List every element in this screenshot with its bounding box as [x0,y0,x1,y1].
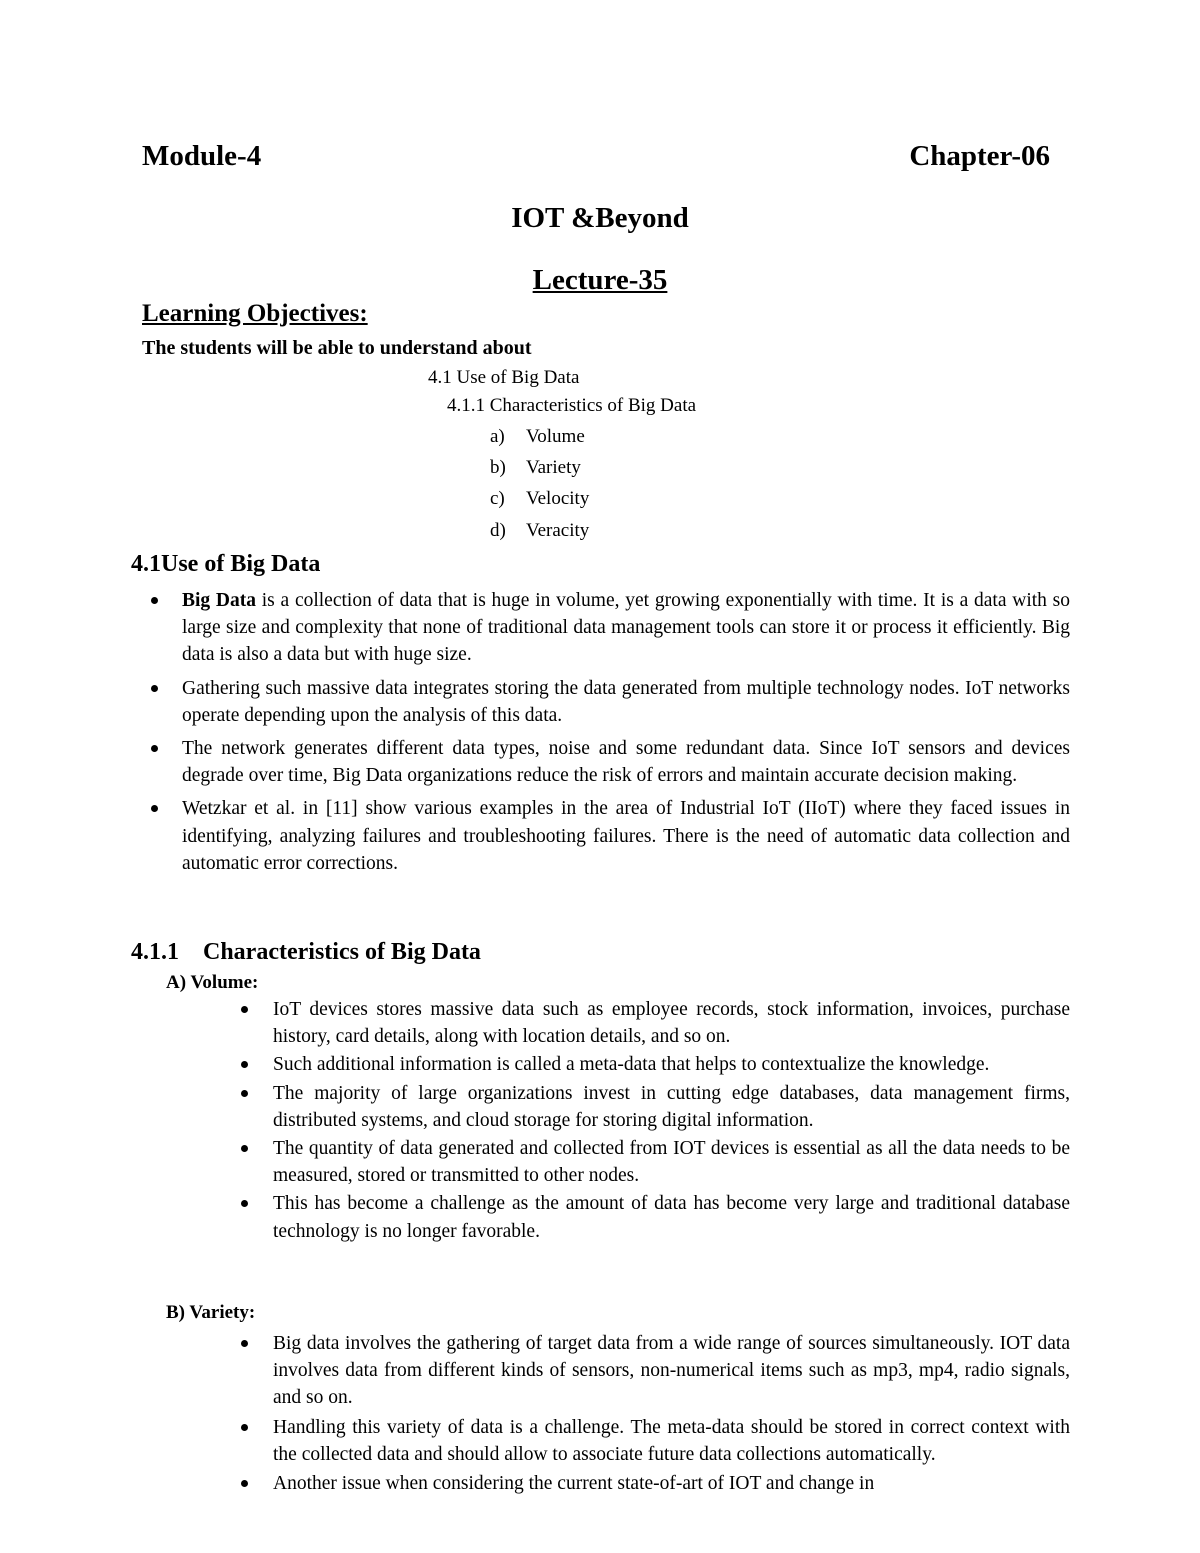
learning-objectives-heading: Learning Objectives: [142,300,368,327]
variety-list [273,1330,1070,1499]
bullet-icon [241,1145,248,1152]
bullet-icon [151,805,158,812]
bullet-icon [241,1424,248,1431]
list-item [273,1470,1070,1497]
list-item-text: The quantity of data generated and collected from IOT devices is essential as all the data needs to be measured, stored or transmitted to other nodes. [273,1138,1070,1187]
lecture-title: Lecture-35 [532,264,668,296]
objective-item [490,426,585,448]
list-item-text: is a collection of data that is huge in volume, yet growing exponentially with time. It is a data with so large size and complexity that none of traditional data management tools can store it or process it efficiently. Big data is also a data but with huge size. [182,590,1071,666]
list-item-text: The network generates different data types, noise and some redundant data. Since IoT sensors and devices degrade over time, Big Data organizations reduce the risk of errors and maintain accurate decision making. [182,738,1070,787]
bullet-icon [241,1340,248,1347]
variety-heading: B) Variety: [166,1302,256,1323]
module-label: Module-4 [142,140,262,172]
section-number: 4.1.1 [131,939,179,965]
list-item-text: Such additional information is called a meta-data that helps to contextualize the knowledge. [273,1054,990,1076]
list-item-text: Wetzkar et al. in [11] show various examples in the area of Industrial IoT (IIoT) where they faced issues in identifying, analyzing failures and troubleshooting failures. There is the need of automatic data collection and automatic error corrections. [182,798,1070,874]
list-item-text: The majority of large organizations invest in cutting edge databases, data management firms, distributed systems, and cloud storage for storing digital information. [273,1082,1070,1131]
volume-heading: A) Volume: [166,972,259,993]
bullet-icon [241,1006,248,1013]
use-of-big-data-list [182,587,1070,883]
list-item [273,1190,1070,1244]
objective-item-text: Veracity [526,520,590,541]
list-item [182,587,1070,669]
list-item-text: IoT devices stores massive data such as employee records, stock information, invoices, purchase history, card details, along with location details, and so on. [273,999,1070,1048]
objective-item [490,488,589,510]
volume-list [273,996,1070,1246]
section-title: Characteristics of Big Data [203,939,481,965]
list-item-text: Handling this variety of data is a challenge. The meta-data should be stored in correct context with the collected data and should allow to associate future data collections automatically. [273,1416,1070,1465]
objective-item-letter: a) [490,426,505,447]
list-item [182,735,1070,789]
list-item [273,1080,1070,1134]
document-title: IOT &Beyond [511,202,689,234]
list-item [273,1414,1070,1468]
header-row [142,140,1050,180]
bullet-icon [241,1200,248,1207]
list-item-text: This has become a challenge as the amount of data has become very large and traditional database technology is no longer favorable. [273,1193,1070,1242]
section-title: Use of Big Data [161,551,321,577]
bullet-icon [241,1061,248,1068]
objective-item [490,457,581,479]
objective-item-text: Velocity [526,488,590,509]
objective-item-letter: c) [490,488,505,509]
list-item [273,996,1070,1050]
objective-item-letter: b) [490,457,506,478]
bullet-icon [151,597,158,604]
objective-item-text: Volume [526,426,585,447]
chapter-label: Chapter-06 [909,140,1050,172]
learning-objectives-intro: The students will be able to understand about [142,337,532,359]
list-item-text: Big data involves the gathering of target data from a wide range of sources simultaneously. IOT data involves data from different kinds of sensors, non-numerical items such as mp3, mp4, radio signals, and so on. [273,1333,1070,1409]
list-item [273,1135,1070,1189]
list-item-text: Another issue when considering the current state-of-art of IOT and change in [273,1473,875,1495]
objective-subtopic: 4.1.1 Characteristics of Big Data [447,395,697,416]
objective-item-letter: d) [490,520,506,541]
bullet-icon [151,745,158,752]
section-number: 4.1 [131,551,161,577]
objective-item-text: Variety [526,457,581,478]
bullet-icon [151,685,158,692]
term-bold: Big Data [182,590,257,611]
list-item [273,1051,1070,1078]
list-item [182,675,1070,729]
objective-topic: 4.1 Use of Big Data [428,367,580,388]
list-item [273,1330,1070,1412]
section-heading-4-1 [131,551,320,578]
bullet-icon [241,1480,248,1487]
bullet-icon [241,1090,248,1097]
list-item-text: Gathering such massive data integrates storing the data generated from multiple technology nodes. IoT networks operate depending upon the analysis of this data. [182,677,1070,726]
objective-item [490,520,589,542]
section-heading-4-1-1 [131,939,481,966]
list-item [182,795,1070,877]
